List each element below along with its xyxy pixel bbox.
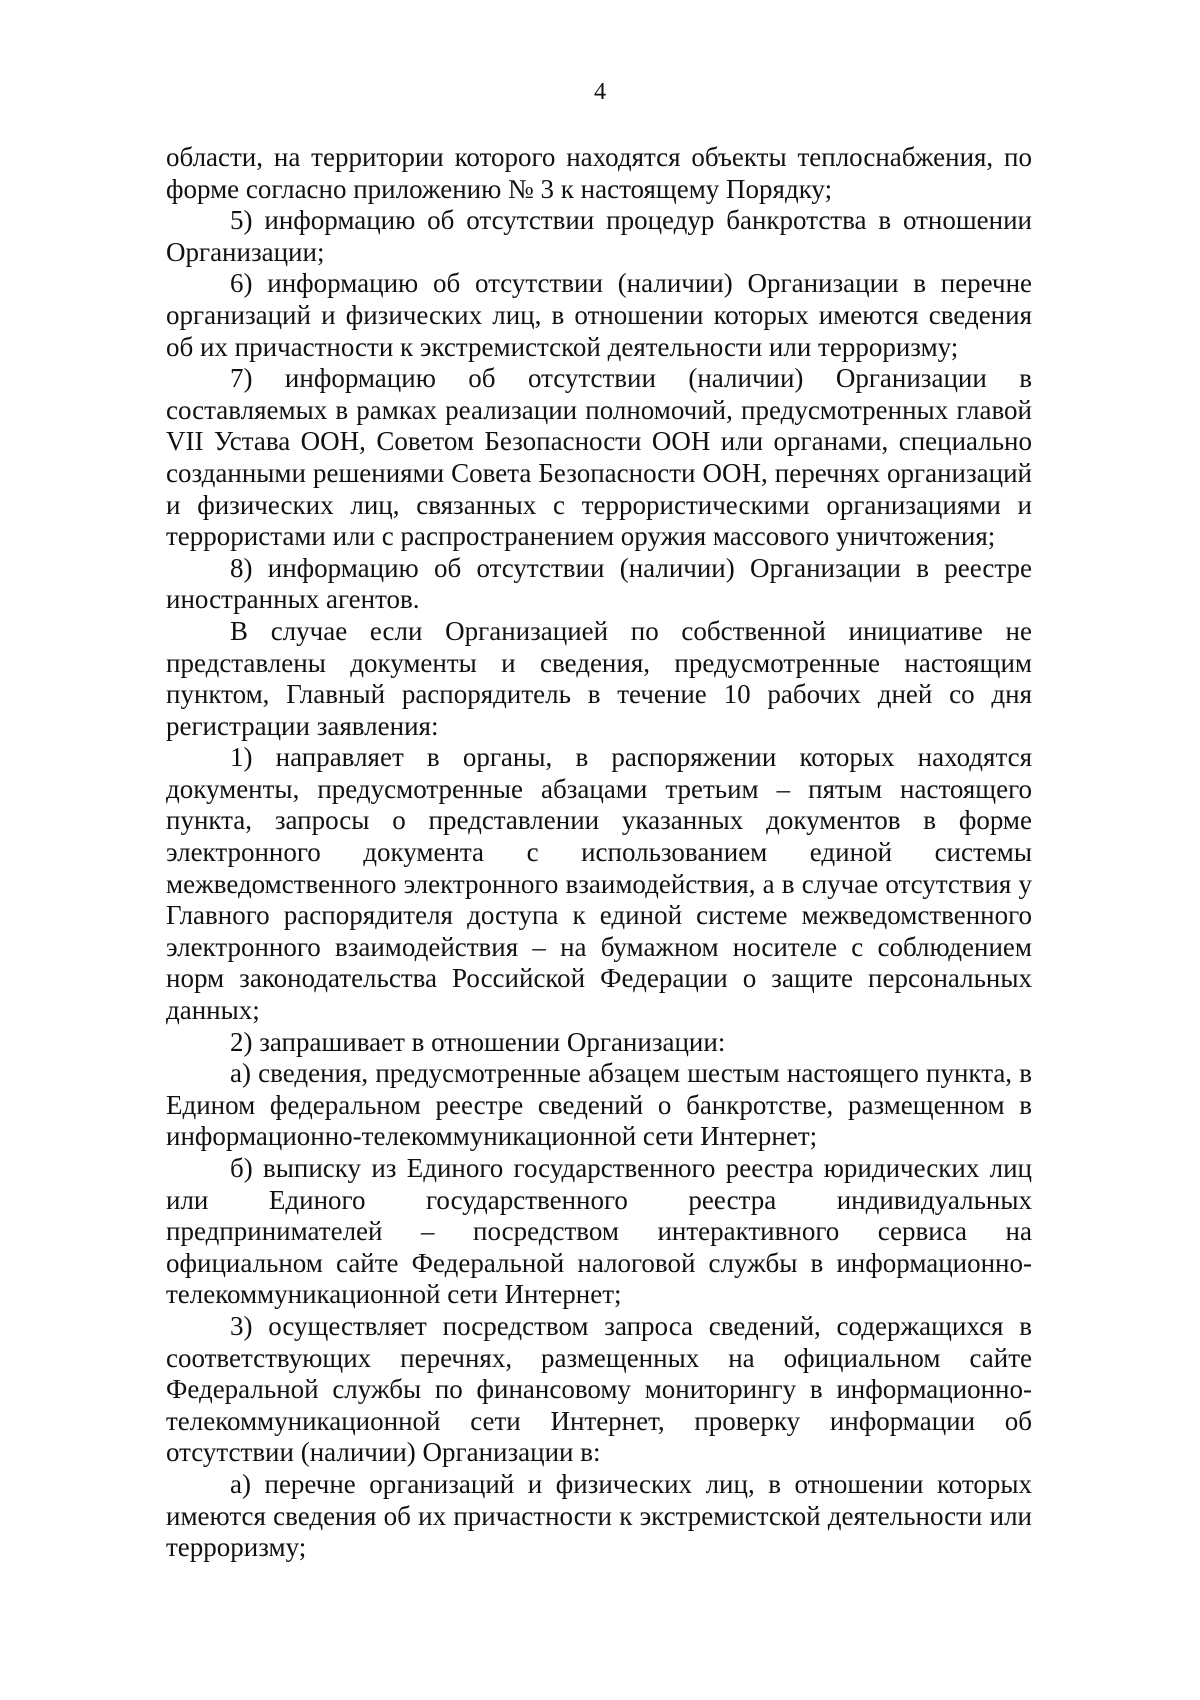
paragraph-case-not-submitted: В случае если Организацией по собственной инициативе не представлены документы и сведения, предусмотренные настоящим пунктом, Главный распорядитель в течение 10 рабочих дней со дня регистрации заявления: — [166, 615, 1032, 741]
document-body — [166, 142, 1032, 1564]
paragraph-item-7: 7) информацию об отсутствии (наличии) Организации в составляемых в рамках реализации полномочий, предусмотренных главой VII Устава ООН, Советом Безопасности ООН или органами, специально созданными решениями Совета Безопасности ООН, перечнях организаций и физических лиц, связанных с террористическими организациями и террористами или с распространением оружия массового уничтожения; — [166, 363, 1032, 552]
paragraph-item-8: 8) информацию об отсутствии (наличии) Организации в реестре иностранных агентов. — [166, 552, 1032, 615]
paragraph-continuation: области, на территории которого находятся объекты теплоснабжения, по форме согласно приложению № 3 к настоящему Порядку; — [166, 142, 1032, 204]
paragraph-sub-1: 1) направляет в органы, в распоряжении которых находятся документы, предусмотренные абзацами третьим – пятым настоящего пункта, запросы о представлении указанных документов в форме электронного документа с использованием единой системы межведомственного электронного взаимодействия, а в случае отсутствия у Главного распорядителя доступа к единой системе межведомственного электронного взаимодействия – на бумажном носителе с соблюдением норм законодательства Российской Федерации о защите персональных данных; — [166, 742, 1032, 1026]
paragraph-item-5: 5) информацию об отсутствии процедур банкротства в отношении Организации; — [166, 205, 1032, 267]
page-number: 4 — [594, 79, 606, 105]
paragraph-sub-2b: б) выписку из Единого государственного реестра юридических лиц или Единого государственного реестра индивидуальных предпринимателей – посредством интерактивного сервиса на официальном сайте Федеральной налоговой службы в информационно-телекоммуникационной сети Интернет; — [166, 1153, 1032, 1310]
paragraph-sub-3a: а) перечне организаций и физических лиц, в отношении которых имеются сведения об их причастности к экстремистской деятельности или терроризму; — [166, 1468, 1032, 1563]
paragraph-sub-3: 3) осуществляет посредством запроса сведений, содержащихся в соответствующих перечнях, размещенных на официальном сайте Федеральной службы по финансовому мониторингу в информационно-телекоммуникационной сети Интернет, проверку информации об отсутствии (наличии) Организации в: — [166, 1310, 1032, 1468]
paragraph-sub-2: 2) запрашивает в отношении Организации: — [230, 1026, 726, 1057]
paragraph-item-6: 6) информацию об отсутствии (наличии) Организации в перечне организаций и физических лиц, в отношении которых имеются сведения об их причастности к экстремистской деятельности или терроризму; — [166, 268, 1032, 362]
paragraph-sub-2a: а) сведения, предусмотренные абзацем шестым настоящего пункта, в Едином федеральном реестре сведений о банкротстве, размещенном в информационно-телекоммуникационной сети Интернет; — [166, 1058, 1032, 1152]
